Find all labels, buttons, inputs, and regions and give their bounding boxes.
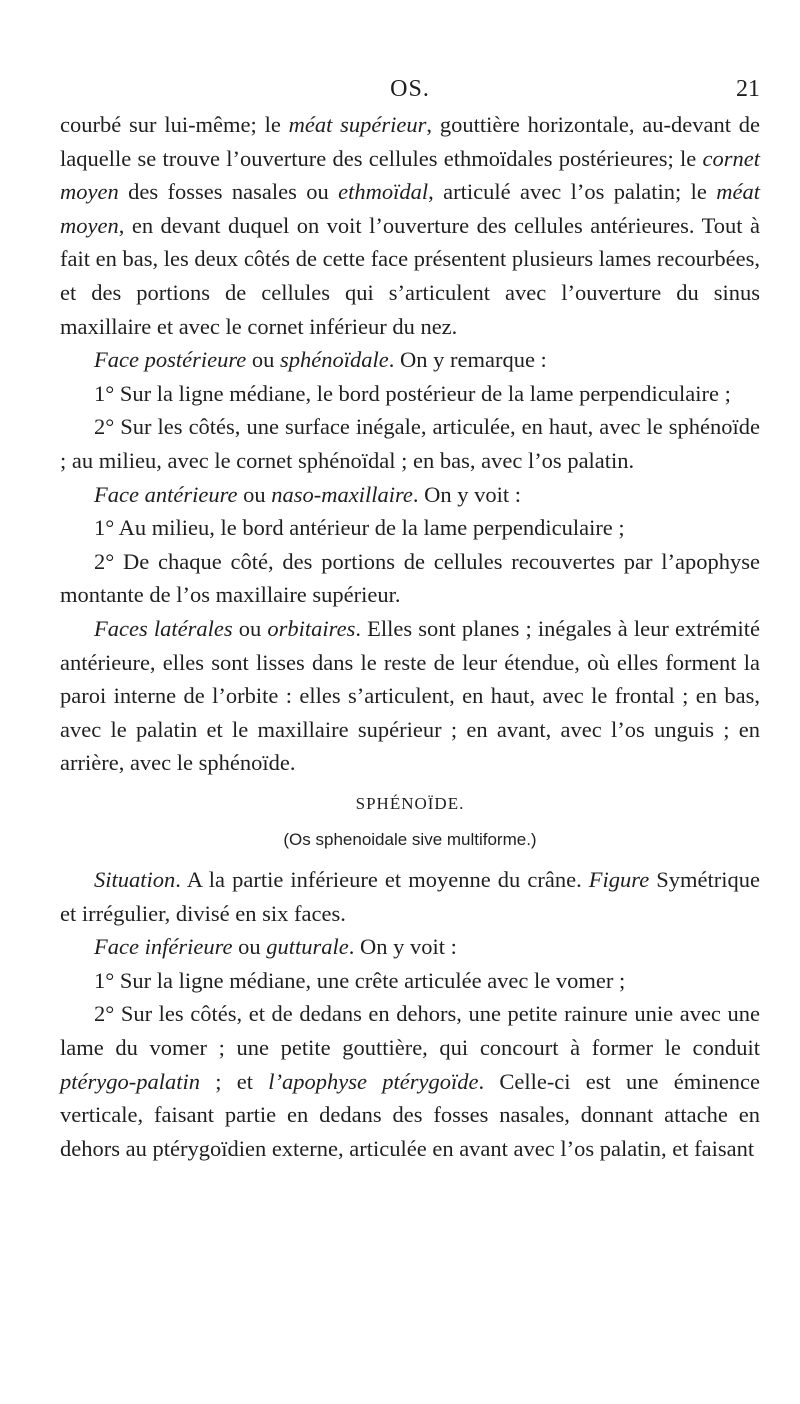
text-run: 1° Au milieu, le bord antérieur de la lame perpendiculaire ;: [94, 515, 625, 541]
italic-text: ptérygo-palatin: [60, 1068, 200, 1094]
italic-text: Face inférieure: [94, 934, 233, 960]
paragraph: [60, 997, 760, 1165]
section-subtitle: (Os sphenoidale sive multiforme.): [283, 830, 537, 850]
italic-text: l’apophyse ptérygoïde: [268, 1068, 479, 1094]
text-run: , articulé avec l’os palatin; le: [428, 179, 717, 205]
text-run: 1° Sur la ligne médiane, le bord postérieur de la lame perpendiculaire ;: [94, 380, 731, 406]
italic-text: sphénoïdale: [280, 347, 389, 373]
text-run: 1° Sur la ligne médiane, une crête articulée avec le vomer ;: [94, 967, 626, 993]
text-run: ou: [232, 615, 268, 641]
text-run: ou: [232, 934, 267, 960]
italic-text: cornet moyen: [60, 145, 760, 205]
section-title: SPHÉNOÏDE.: [355, 793, 465, 813]
italic-text: Face antérieure: [94, 481, 238, 507]
page-number: 21: [736, 76, 760, 102]
italic-text: orbitaires: [267, 615, 356, 641]
text-run: ou: [237, 481, 272, 507]
text-run: ; et: [199, 1068, 269, 1094]
running-title: OS.: [390, 76, 430, 102]
paragraph: [60, 964, 760, 998]
italic-text: méat moyen: [60, 179, 760, 238]
text-run: . A la partie inférieure et moyenne du crâne.: [175, 867, 589, 893]
text-run: ou: [246, 347, 280, 373]
page-header: [60, 76, 760, 106]
body-text: [60, 108, 760, 1165]
paragraph: [60, 511, 760, 545]
italic-text: gutturale: [266, 934, 349, 960]
text-run: . On y remarque :: [388, 347, 547, 373]
text-run: . Celle-ci est une éminence verticale, faisant partie en dedans des fosses nasales, donnant attache en dehors au ptérygoïdien externe, articulée en avant avec l’os palatin, et faisant: [60, 1068, 760, 1161]
paragraph: [60, 863, 760, 930]
paragraph: [60, 377, 760, 411]
paragraph: [60, 478, 760, 512]
italic-text: ethmoïdal: [338, 179, 429, 205]
paragraph: [60, 343, 760, 377]
text-run: . On y voit :: [348, 934, 457, 960]
italic-text: Situation: [94, 867, 176, 893]
text-run: des fosses nasales ou: [118, 179, 339, 205]
text-run: 2° Sur les côtés, une surface inégale, articulée, en haut, avec le sphénoïde ; au milieu, avec le cornet sphénoïdal ; en bas, avec l’os palatin.: [60, 414, 760, 473]
text-run: . On y voit :: [412, 481, 522, 507]
italic-text: Figure: [588, 867, 650, 893]
italic-text: naso-maxillaire: [271, 481, 413, 507]
text-run: courbé sur lui-même; le: [60, 112, 289, 137]
text-run: , en devant duquel on voit l’ouverture des cellules antérieures. Tout à fait en bas, les deux côtés de cette face présentent plusieurs lames recourbées, et des portions de cellules qui s’articulent avec l’ouverture du sinus maxillaire et avec le cornet inférieur du nez.: [60, 212, 760, 339]
italic-text: méat supérieur: [288, 112, 427, 137]
paragraph: [60, 545, 760, 612]
italic-text: Faces latérales: [94, 615, 233, 641]
text-run: Symétrique et irrégulier, divisé en six faces.: [60, 867, 760, 926]
paragraph: [60, 108, 760, 343]
text-run: 2° Sur les côtés, et de dedans en dehors, une petite rainure unie avec une lame du vomer ; une petite gouttière, qui concourt à former le conduit: [60, 1001, 760, 1061]
text-run: , gouttière horizontale, au-devant de laquelle se trouve l’ouverture des cellules ethmoïdales postérieures; le: [60, 112, 760, 171]
italic-text: Face postérieure: [94, 347, 247, 373]
paragraph: [60, 410, 760, 477]
text-run: 2° De chaque côté, des portions de cellules recouvertes par l’apophyse montante de l’os maxillaire supérieur.: [60, 548, 760, 608]
text-run: . Elles sont planes ; inégales à leur extrémité antérieure, elles sont lisses dans le reste de leur étendue, où elles forment la paroi interne de l’orbite : elles s’articulent, en haut, avec le frontal ; en bas, avec le palatin et le maxillaire supérieur ; en avant, avec l’os unguis ; en arrière, avec le sphénoïde.: [60, 615, 760, 776]
paragraph: [60, 930, 760, 964]
paragraph: [60, 612, 760, 780]
